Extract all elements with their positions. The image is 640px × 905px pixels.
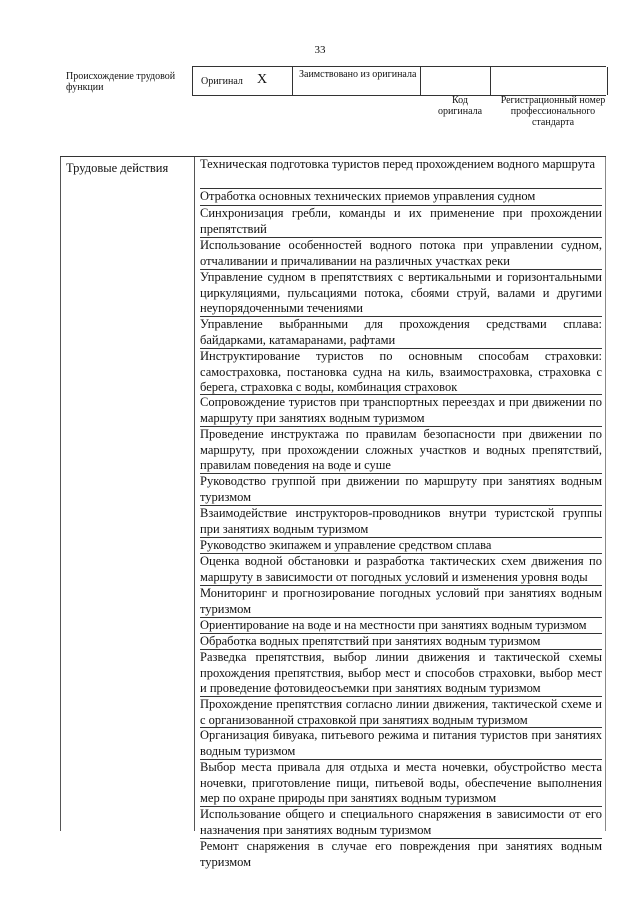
origin-label: Происхождение трудовой функции <box>66 71 176 93</box>
reg-number-label: Регистрационный номер профессионального стандарта <box>500 95 606 128</box>
list-item: Инструктирование туристов по основным способам страховки: самостраховка, постановка судна на киль, взаимостраховка, страховка с берега, страховка с воды, комбинация страховок <box>200 349 602 394</box>
list-item: Оценка водной обстановки и разработка тактических схем движения по маршруту в зависимости от погодных условий и изменения уровня воды <box>200 554 602 586</box>
borrowed-label: Заимствовано из оригинала <box>299 69 417 80</box>
reg-number-cell <box>490 67 608 95</box>
list-item: Руководство экипажем и управление средством сплава <box>200 538 602 554</box>
list-item: Разведка препятствия, выбор линии движения и тактической схемы прохождения препятствия, выбор мест и способов страховки, выбор мест и проведение фотовидеосъемки при занятиях водным туризмом <box>200 650 602 695</box>
table-right-border <box>605 157 606 831</box>
list-item: Организация бивуака, питьевого режима и питания туристов при занятиях водным туризмом <box>200 728 602 760</box>
list-item: Мониторинг и прогнозирование погодных условий при занятиях водным туризмом <box>200 586 602 618</box>
labor-actions-label: Трудовые действия <box>66 161 169 175</box>
list-item: Руководство группой при движении по маршруту при занятиях водным туризмом <box>200 474 602 506</box>
list-item: Синхронизация гребли, команды и их применение при прохождении препятствий <box>200 206 602 238</box>
labor-actions-table <box>60 156 606 869</box>
list-item: Ремонт снаряжения в случае его повреждения при занятиях водным туризмом <box>200 839 602 869</box>
list-item: Проведение инструктажа по правилам безопасности при движении по маршруту, при прохождении сложных участков и водных препятствий, правилам поведения на воде и суше <box>200 427 602 472</box>
list-item: Использование особенностей водного потока при управлении судном, отчаливании и причаливании на различных участках реки <box>200 238 602 270</box>
list-item: Управление выбранными для прохождения средствами сплава: байдарками, катамаранами, рафтами <box>200 317 602 349</box>
original-cell <box>192 67 293 95</box>
borrowed-cell <box>292 67 421 95</box>
list-item: Ориентирование на воде и на местности при занятиях водным туризмом <box>200 618 602 634</box>
page-number: 33 <box>314 44 326 56</box>
origin-table <box>192 66 606 96</box>
column-divider <box>194 157 195 831</box>
list-item: Использование общего и специального снаряжения в зависимости от его назначения при занятиях водным туризмом <box>200 807 602 839</box>
list-item: Сопровождение туристов при транспортных переездах и при движении по маршруту при занятиях водным туризмом <box>200 395 602 427</box>
list-item: Прохождение препятствия согласно линии движения, тактической схеме и с организованной страховкой при занятиях водным туризмом <box>200 697 602 727</box>
list-item: Техническая подготовка туристов перед прохождением водного маршрута <box>200 157 602 189</box>
list-item: Обработка водных препятствий при занятиях водным туризмом <box>200 634 602 650</box>
list-item: Отработка основных технических приемов управления судном <box>200 189 602 206</box>
list-item: Выбор места привала для отдыха и места ночевки, обустройство места ночевки, приготовление пищи, питьевой воды, обеспечение выполнения мер по охране природы при занятиях водным туризмом <box>200 760 602 805</box>
code-cell <box>420 67 491 95</box>
code-label: Код оригинала <box>437 95 483 117</box>
table-left-border <box>60 157 61 831</box>
original-mark: Х <box>257 72 268 87</box>
list-item: Управление судном в препятствиях с вертикальными и горизонтальными циркуляциями, пульсациями потока, сбоями струй, валами и другими неупорядоченными течениями <box>200 270 602 315</box>
list-item: Взаимодействие инструкторов-проводников внутри туристской группы при занятиях водным туризмом <box>200 506 602 538</box>
original-label: Оригинал <box>201 76 243 87</box>
